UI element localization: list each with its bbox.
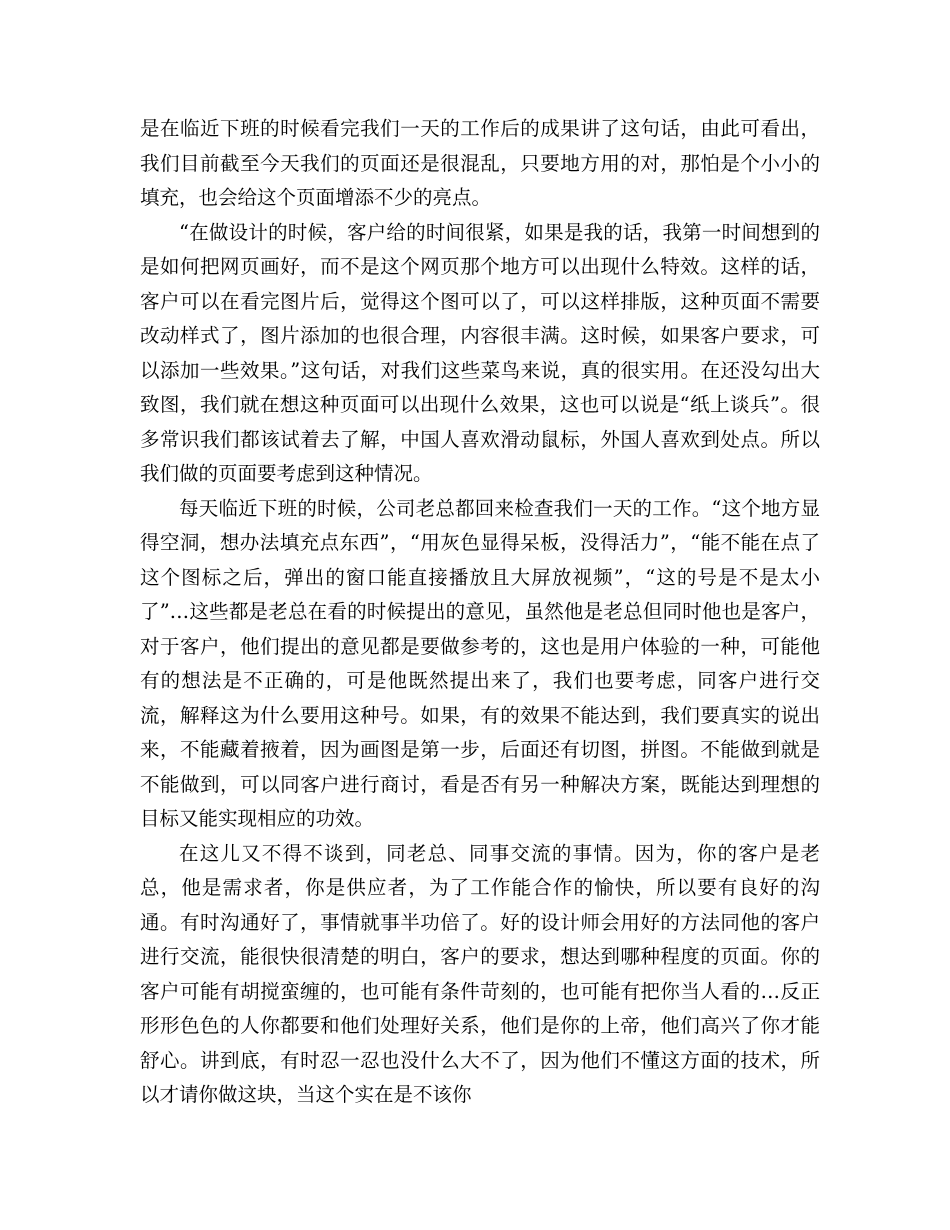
paragraph-3: 每天临近下班的时候，公司老总都回来检查我们一天的工作。“这个地方显得空洞，想办法填充点东西”，“用灰色显得呆板，没得活力”，“能不能在点了这个图标之后，弹出的窗口能直接播放且大屏放视频”，“这的号是不是太小了”…这些都是老总在看的时候提出的意见，虽然他是老总但同时他也是客户，对于客户，他们提出的意见都是要做参考的，这也是用户体验的一种，可能他有的想法是不正确的，可是他既然提出来了，我们也要考虑，同客户进行交流，解释这为什么要用这种号。如果，有的效果不能达到，我们要真实的说出来，不能藏着掖着，因为画图是第一步，后面还有切图，拼图。不能做到就是不能做到，可以同客户进行商讨，看是否有另一种解决方案，既能达到理想的目标又能实现相应的功效。 bbox=[140, 496, 820, 830]
document-body bbox=[140, 112, 820, 1113]
paragraph-1: 是在临近下班的时候看完我们一天的工作后的成果讲了这句话，由此可看出，我们目前截至今天我们的页面还是很混乱，只要地方用的对，那怕是个小小的填充，也会给这个页面增添不少的亮点。 bbox=[140, 117, 820, 209]
paragraph-4: 在这儿又不得不谈到，同老总、同事交流的事情。因为，你的客户是老总，他是需求者，你是供应者，为了工作能合作的愉快，所以要有良好的沟通。有时沟通好了，事情就事半功倍了。好的设计师会用好的方法同他的客户进行交流，能很快很清楚的明白，客户的要求，想达到哪种程度的页面。你的客户可能有胡搅蛮缠的，也可能有条件苛刻的，也可能有把你当人看的…反正形形色色的人你都要和他们处理好关系，他们是你的上帝，他们高兴了你才能舒心。讲到底，有时忍一忍也没什么大不了，因为他们不懂这方面的技术，所以才请你做这块，当这个实在是不该你 bbox=[140, 841, 820, 1106]
paragraph-2: “在做设计的时候，客户给的时间很紧，如果是我的话，我第一时间想到的是如何把网页画好，而不是这个网页那个地方可以出现什么特效。这样的话，客户可以在看完图片后，觉得这个图可以了，可以这样排版，这种页面不需要改动样式了，图片添加的也很合理，内容很丰满。这时候，如果客户要求，可以添加一些效果。”这句话，对我们这些菜鸟来说，真的很实用。在还没勾出大致图，我们就在想这种页面可以出现什么效果，这也可以说是“纸上谈兵”。很多常识我们都该试着去了解，中国人喜欢滑动鼠标，外国人喜欢到处点。所以我们做的页面要考虑到这种情况。 bbox=[140, 220, 820, 485]
